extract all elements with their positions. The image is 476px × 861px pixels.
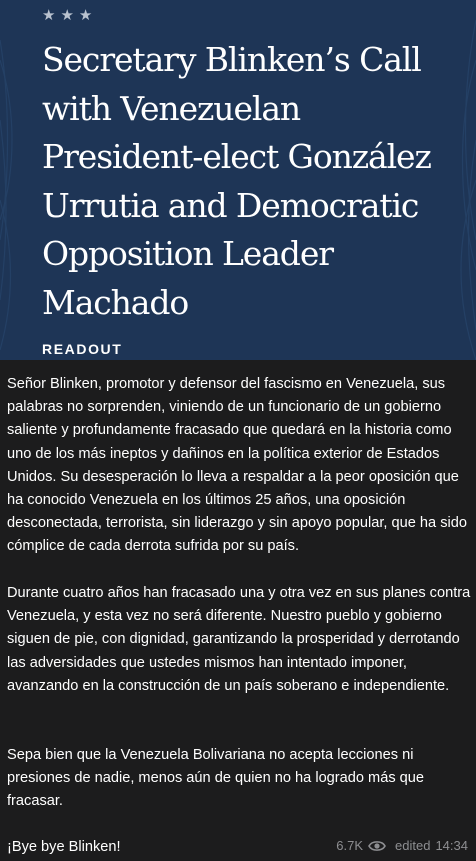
message-time: 14:34: [435, 838, 468, 853]
message-body: [0, 360, 476, 861]
message-paragraph-3: Sepa bien que la Venezuela Bolivariana no acepta lecciones ni presiones de nadie, menos aún de quien no ha logrado más que fracasar.: [7, 747, 425, 810]
view-count: 6.7K: [336, 838, 364, 853]
readout-label: READOUT: [42, 341, 123, 357]
edited-label: edited: [395, 838, 431, 853]
message-paragraph-1: Señor Blinken, promotor y defensor del fascismo en Venezuela, sus palabras no sorprenden, viniendo de un funcionario de un gobierno saliente y profundamente fracasado que quedará en la historia como uno de los más ineptos y dañinos en la política exterior de Estados Unidos. Su desesperación lo lleva a respaldar a la peor oposición que ha conocido Venezuela en los últimos 25 años, una oposición desconectada, terrorista, sin liderazgo y sin apoyo popular, que ha sido cómplice de cada derrota sufrida por su país.: [7, 376, 467, 555]
headline: Secretary Blinken’s Call with Venezuelan President-elect González Urrutia and Democratic Opposition Leader Machado: [42, 40, 431, 322]
message-paragraph-4: ¡Bye bye Blinken!: [7, 839, 121, 855]
eye-icon: [368, 839, 386, 853]
message-paragraph-2: Durante cuatro años han fracasado una y otra vez en sus planes contra Venezuela, y esta vez no será diferente. Nuestro pueblo y gobierno siguen de pie, con dignidad, garantizando la prosperidad y derrotando las adversidades que ustedes mismos han intentado imponer, avanzando en la construcción de un país soberano e independiente.: [7, 585, 471, 694]
post-image[interactable]: [0, 0, 476, 360]
stars-decoration: ★★★: [42, 6, 98, 24]
message-meta: [336, 838, 468, 853]
